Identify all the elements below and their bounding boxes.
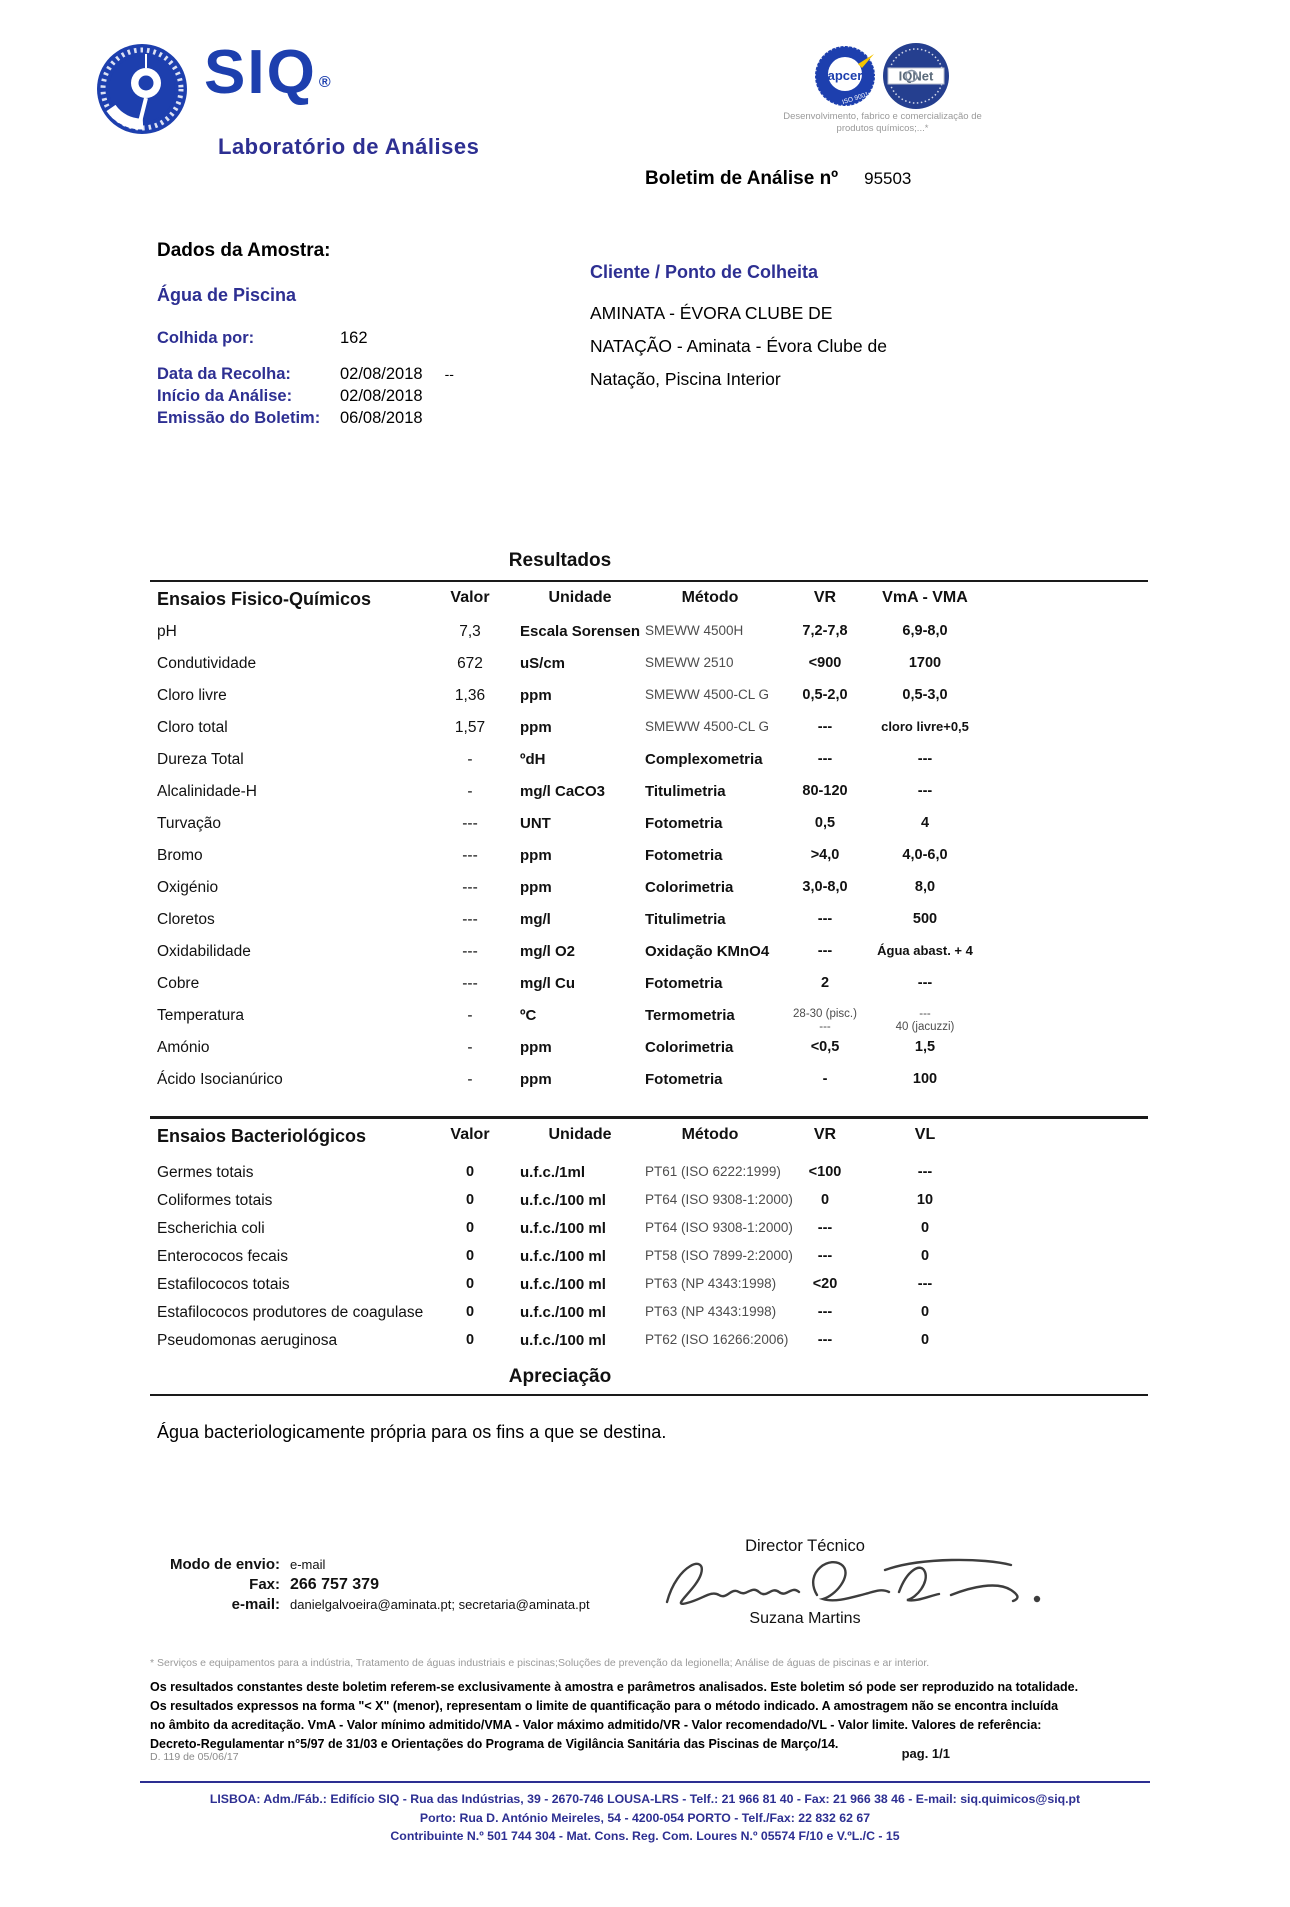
- parameter-value: 0: [465, 1164, 475, 1180]
- parameter-unit: ppm: [520, 879, 552, 896]
- parameter-value: ---: [462, 943, 478, 960]
- parameter-name: Enterococos fecais: [157, 1248, 288, 1265]
- parameter-unit: mg/l O2: [520, 943, 576, 960]
- parameter-method: Complexometria: [645, 751, 763, 768]
- parameter-name: Turvação: [157, 815, 222, 832]
- parameter-vr: 80-120: [802, 783, 848, 799]
- parameter-method: Oxidação KMnO4: [645, 943, 770, 960]
- bacteriological-table-header: [150, 1126, 980, 1147]
- parameter-unit: u.f.c./100 ml: [520, 1304, 606, 1321]
- parameter-limit: ---: [917, 1276, 933, 1292]
- table-row: [150, 943, 980, 975]
- certification-caption-line2: produtos químicos;...*: [836, 122, 929, 134]
- sample-field-label: Emissão do Boletim:: [157, 409, 321, 427]
- parameter-vr: ---: [817, 1332, 833, 1348]
- table-row: [150, 1248, 980, 1276]
- parameter-limit: 1700: [908, 655, 942, 671]
- lab-title: Laboratório de Análises: [218, 134, 480, 159]
- physchem-table-header: [150, 589, 980, 610]
- parameter-name: Cloretos: [157, 911, 215, 928]
- parameter-limit: 10: [916, 1192, 934, 1208]
- footer-address-line: Contribuinte N.º 501 744 304 - Mat. Cons. Reg. Com. Loures N.º 05574 F/10 e V.ºL./C - 15: [390, 1829, 900, 1843]
- parameter-method: Fotometria: [645, 1071, 723, 1088]
- certification-caption-line1: Desenvolvimento, fabrico e comercialização de: [783, 111, 982, 122]
- results-title: Resultados: [508, 550, 612, 571]
- table-row: [150, 1220, 980, 1248]
- parameter-name: Escherichia coli: [157, 1220, 265, 1237]
- parameter-limit: Água abast. + 4: [877, 943, 973, 958]
- sample-field-row: [157, 385, 577, 407]
- parameter-limit: cloro livre+0,5: [881, 719, 969, 734]
- parameter-unit: uS/cm: [520, 655, 566, 672]
- parameter-unit: Escala Sorensen: [520, 623, 641, 640]
- parameter-value: ---: [462, 879, 478, 896]
- stacked-line: 28-30 (pisc.): [793, 1008, 857, 1020]
- sample-field-label: Data da Recolha:: [157, 365, 291, 383]
- parameter-value: ---: [462, 911, 478, 928]
- parameter-value: 0: [465, 1220, 475, 1236]
- sample-field-extra: --: [444, 366, 454, 382]
- parameter-unit: u.f.c./100 ml: [520, 1276, 606, 1293]
- sample-field-row: [157, 407, 577, 429]
- sample-field-value: 06/08/2018: [340, 409, 423, 427]
- parameter-value: -: [467, 751, 473, 768]
- parameter-unit: mg/l Cu: [520, 975, 575, 992]
- parameter-unit: u.f.c./100 ml: [520, 1192, 606, 1209]
- parameter-unit: mg/l: [520, 911, 551, 928]
- page-number: pag. 1/1: [901, 1746, 950, 1761]
- parameter-limit: 0: [920, 1220, 930, 1236]
- parameter-unit: ppm: [520, 687, 552, 704]
- parameter-name: pH: [157, 623, 177, 640]
- parameter-limit: ---: [917, 1164, 933, 1180]
- parameter-unit: u.f.c./100 ml: [520, 1220, 606, 1237]
- dispatch-row: [150, 1595, 590, 1615]
- dispatch-value: e-mail: [290, 1557, 326, 1572]
- parameter-name: Oxigénio: [157, 879, 219, 896]
- parameter-name: Coliformes totais: [157, 1192, 273, 1209]
- services-footnote: * Serviços e equipamentos para a indústria, Tratamento de águas industriais e piscinas;Soluções de prevenção da legionella; Análise de águas de piscinas e ar interior.: [150, 1657, 930, 1669]
- table-row: [150, 687, 980, 719]
- parameter-name: Ácido Isocianúrico: [157, 1071, 283, 1088]
- sample-field-value: 02/08/2018: [340, 387, 423, 405]
- parameter-method: Titulimetria: [645, 783, 726, 800]
- column-header: Unidade: [548, 1126, 612, 1143]
- certification-logos: [812, 40, 952, 112]
- dispatch-row: [150, 1575, 590, 1595]
- parameter-limit: 0: [920, 1304, 930, 1320]
- disclaimer-line: Os resultados constantes deste boletim referem-se exclusivamente à amostra e parâmetros analisados. Este boletim só pode ser reproduzido na totalidade.: [150, 1680, 1079, 1694]
- parameter-value: -: [467, 1039, 473, 1056]
- dispatch-label: e-mail:: [231, 1596, 280, 1613]
- dispatch-label: Modo de envio:: [170, 1556, 280, 1573]
- client-section-title: Cliente / Ponto de Colheita: [590, 262, 819, 282]
- parameter-method: PT64 (ISO 9308-1:2000): [645, 1192, 793, 1207]
- parameter-value: 0: [465, 1276, 475, 1292]
- parameter-limit: 0,5-3,0: [902, 687, 948, 703]
- stacked-line: 40 (jacuzzi): [895, 1021, 955, 1033]
- parameter-value: 0: [465, 1332, 475, 1348]
- parameter-method: SMEWW 4500-CL G: [645, 687, 770, 702]
- parameter-limit: 6,9-8,0: [902, 623, 948, 639]
- sample-field-label: Início da Análise:: [157, 387, 293, 405]
- parameter-value: ---: [462, 847, 478, 864]
- table-row: [150, 1007, 980, 1039]
- dispatch-value: danielgalvoeira@aminata.pt; secretaria@aminata.pt: [290, 1597, 590, 1612]
- parameter-method: PT63 (NP 4343:1998): [645, 1276, 777, 1291]
- parameter-value: 0: [465, 1304, 475, 1320]
- parameter-vr: ---: [817, 719, 833, 735]
- parameter-limit: 500: [912, 911, 938, 927]
- parameter-vr: 3,0-8,0: [802, 879, 848, 895]
- dispatch-row: [150, 1555, 590, 1575]
- parameter-unit: ppm: [520, 847, 552, 864]
- parameter-unit: u.f.c./100 ml: [520, 1332, 606, 1349]
- bacteriological-table-rows: [150, 1164, 980, 1360]
- parameter-vr: <100: [808, 1164, 842, 1180]
- footer-address-line: LISBOA: Adm./Fáb.: Edifício SIQ - Rua das Indústrias, 39 - 2670-746 LOUSA-LRS - Telf.: 21 966 81 40 - Fax: 21 966 38 46 - E-mail: siq.quimicos@siq.pt: [209, 1792, 1081, 1806]
- disclaimer-line: Decreto-Regulamentar n°5/97 de 31/03 e Orientações do Programa de Vigilância Sanitária das Piscinas de Março/14.: [150, 1737, 839, 1751]
- parameter-method: SMEWW 4500H: [645, 623, 744, 638]
- parameter-value: 7,3: [459, 623, 481, 640]
- parameter-method: Fotometria: [645, 815, 723, 832]
- column-header: Valor: [450, 1126, 490, 1143]
- parameter-value: 1,57: [454, 719, 486, 736]
- table-row: [150, 1276, 980, 1304]
- parameter-value: 672: [457, 655, 483, 672]
- table-row: [150, 1071, 980, 1103]
- parameter-vr: -: [822, 1071, 828, 1087]
- parameter-vr: ---: [817, 1304, 833, 1320]
- parameter-limit: 4: [920, 815, 930, 831]
- svg-text:apcer: apcer: [827, 68, 863, 83]
- parameter-name: Estafilococos produtores de coagulase: [157, 1304, 424, 1321]
- stacked-line: ---: [819, 1021, 831, 1033]
- disclaimer-paragraph: [150, 1678, 1155, 1754]
- column-header: VmA - VMA: [882, 589, 968, 606]
- dispatch-label: Fax:: [249, 1576, 280, 1593]
- parameter-limit: 0: [920, 1332, 930, 1348]
- parameter-vr: 0,5: [814, 815, 836, 831]
- sample-section-title: Dados da Amostra:: [157, 240, 331, 261]
- parameter-name: Cloro livre: [157, 687, 227, 704]
- parameter-unit: ºC: [520, 1007, 537, 1024]
- dispatch-value: 266 757 379: [290, 1576, 379, 1593]
- column-header: Ensaios Fisico-Químicos: [157, 589, 372, 609]
- parameter-method: Fotometria: [645, 847, 723, 864]
- parameter-limit: 4,0-6,0: [902, 847, 948, 863]
- parameter-name: Condutividade: [157, 655, 257, 672]
- parameter-value: -: [467, 1007, 473, 1024]
- table-row: [150, 783, 980, 815]
- parameter-name: Alcalinidade-H: [157, 783, 257, 800]
- parameter-name: Germes totais: [157, 1164, 254, 1181]
- table-row: [150, 623, 980, 655]
- divider-bacteriological: [150, 1116, 1148, 1119]
- parameter-method: Termometria: [645, 1007, 735, 1024]
- parameter-name: Temperatura: [157, 1007, 245, 1024]
- table-row: [150, 751, 980, 783]
- parameter-value: ---: [462, 975, 478, 992]
- column-header: Unidade: [548, 589, 612, 606]
- parameter-method: PT63 (NP 4343:1998): [645, 1304, 777, 1319]
- svg-text:ISO 9001: ISO 9001: [841, 91, 870, 107]
- client-name-line: Natação, Piscina Interior: [590, 369, 781, 389]
- column-header: VR: [813, 589, 837, 606]
- parameter-limit: 8,0: [914, 879, 936, 895]
- sample-field-label: Colhida por:: [157, 329, 255, 347]
- signature-role: Director Técnico: [745, 1537, 865, 1555]
- table-row: [150, 879, 980, 911]
- parameter-value: -: [467, 783, 473, 800]
- table-row: [150, 1304, 980, 1332]
- parameter-vr: 7,2-7,8: [802, 623, 848, 639]
- parameter-method: PT62 (ISO 16266:2006): [645, 1332, 789, 1347]
- parameter-vr: [780, 1007, 870, 1034]
- parameter-unit: u.f.c./100 ml: [520, 1248, 606, 1265]
- sample-type: Água de Piscina: [157, 285, 297, 305]
- column-header: Ensaios Bacteriológicos: [157, 1126, 367, 1146]
- physchem-table-rows: [150, 623, 980, 1103]
- svg-text:IQNet: IQNet: [898, 68, 934, 84]
- parameter-name: Dureza Total: [157, 751, 244, 768]
- table-row: [150, 1039, 980, 1071]
- parameter-name: Estafilococos totais: [157, 1276, 290, 1293]
- parameter-method: PT58 (ISO 7899-2:2000): [645, 1248, 793, 1263]
- table-row: [150, 1332, 980, 1360]
- parameter-vr: ---: [817, 1220, 833, 1236]
- footer-address-lines: [145, 1790, 1145, 1846]
- client-name-lines: [590, 297, 1020, 396]
- parameter-method: Colorimetria: [645, 879, 734, 896]
- parameter-value: ---: [462, 815, 478, 832]
- column-header: Método: [681, 589, 739, 606]
- parameter-vr: ---: [817, 1248, 833, 1264]
- iqnet-logo-icon: [880, 40, 952, 112]
- parameter-limit: 1,5: [914, 1039, 936, 1055]
- bulletin-header: [645, 168, 911, 190]
- client-name-line: NATAÇÃO - Aminata - Évora Clube de: [590, 336, 887, 356]
- parameter-limit: 100: [912, 1071, 938, 1087]
- sample-field-value: 02/08/2018: [340, 365, 423, 383]
- parameter-name: Amónio: [157, 1039, 210, 1056]
- parameter-unit: UNT: [520, 815, 551, 832]
- parameter-value: 0: [465, 1248, 475, 1264]
- sample-field-value: 162: [340, 329, 368, 347]
- table-row: [150, 975, 980, 1007]
- parameter-value: -: [467, 1071, 473, 1088]
- column-header: Valor: [450, 589, 490, 606]
- parameter-unit: ºdH: [520, 751, 546, 768]
- parameter-value: 0: [465, 1192, 475, 1208]
- parameter-method: Fotometria: [645, 975, 723, 992]
- disclaimer-line: no âmbito da acreditação. VmA - Valor mínimo admitido/VMA - Valor máximo admitido/VR - Valor recomendado/VL - Valor limite. Valores de referência:: [150, 1718, 1042, 1732]
- siq-logo-text: SIQ: [204, 38, 317, 107]
- registered-mark: ®: [318, 73, 331, 91]
- parameter-name: Cloro total: [157, 719, 228, 736]
- parameter-vr: <0,5: [810, 1039, 840, 1055]
- parameter-name: Oxidabilidade: [157, 943, 251, 960]
- parameter-vr: ---: [817, 943, 833, 959]
- parameter-vr: >4,0: [810, 847, 840, 863]
- table-row: [150, 1164, 980, 1192]
- table-row: [150, 911, 980, 943]
- table-row: [150, 1192, 980, 1220]
- table-row: [150, 815, 980, 847]
- divider-footer: [140, 1781, 1150, 1783]
- divider-results: [150, 580, 1148, 582]
- parameter-method: SMEWW 2510: [645, 655, 734, 670]
- parameter-method: Colorimetria: [645, 1039, 734, 1056]
- document-reference: D. 119 de 05/06/17: [150, 1751, 239, 1763]
- table-row: [150, 655, 980, 687]
- parameter-unit: mg/l CaCO3: [520, 783, 606, 800]
- parameter-vr: <900: [808, 655, 842, 671]
- table-row: [150, 719, 980, 751]
- parameter-unit: ppm: [520, 1071, 552, 1088]
- parameter-value: 1,36: [454, 687, 486, 704]
- table-row: [150, 847, 980, 879]
- parameter-method: Titulimetria: [645, 911, 726, 928]
- apcer-logo-icon: [812, 40, 878, 110]
- sample-field-row: [157, 327, 577, 349]
- parameter-unit: u.f.c./1ml: [520, 1164, 586, 1181]
- appraisal-title: Apreciação: [508, 1366, 612, 1387]
- certification-caption: [775, 111, 990, 134]
- stacked-line: ---: [919, 1008, 931, 1020]
- parameter-method: PT61 (ISO 6222:1999): [645, 1164, 781, 1179]
- parameter-limit: 0: [920, 1248, 930, 1264]
- parameter-limit: ---: [917, 783, 933, 799]
- bulletin-number: 95503: [864, 169, 912, 188]
- parameter-vr: 0,5-2,0: [802, 687, 848, 703]
- parameter-vr: ---: [817, 751, 833, 767]
- siq-emblem-icon: [95, 42, 190, 137]
- column-header: VL: [914, 1126, 936, 1143]
- parameter-vr: ---: [817, 911, 833, 927]
- disclaimer-line: Os resultados expressos na forma "< X" (menor), representam o limite de quantificação para o método indicado. A amostragem não se encontra incluída: [150, 1699, 1059, 1713]
- parameter-vr: 0: [820, 1192, 830, 1208]
- parameter-vr: 2: [820, 975, 830, 991]
- divider-appraisal: [150, 1394, 1148, 1396]
- parameter-method: SMEWW 4500-CL G: [645, 719, 770, 734]
- parameter-method: PT64 (ISO 9308-1:2000): [645, 1220, 793, 1235]
- parameter-vr: <20: [812, 1276, 838, 1292]
- appraisal-text: Água bacteriologicamente própria para os fins a que se destina.: [157, 1422, 667, 1442]
- signature-name: Suzana Martins: [749, 1610, 861, 1627]
- sample-fields: [157, 327, 577, 429]
- parameter-unit: ppm: [520, 719, 552, 736]
- client-name-line: AMINATA - ÉVORA CLUBE DE: [590, 303, 833, 323]
- column-header: Método: [681, 1126, 739, 1143]
- parameter-limit: ---: [917, 751, 933, 767]
- sample-field-row: [157, 363, 577, 385]
- parameter-limit: ---: [917, 975, 933, 991]
- footer-address-line: Porto: Rua D. António Meireles, 54 - 4200-054 PORTO - Telf./Fax: 22 832 62 67: [419, 1810, 871, 1825]
- parameter-name: Cobre: [157, 975, 200, 992]
- dispatch-info: [150, 1555, 590, 1615]
- column-header: VR: [813, 1126, 837, 1143]
- parameter-unit: ppm: [520, 1039, 552, 1056]
- parameter-name: Bromo: [157, 847, 203, 864]
- parameter-limit: [870, 1007, 980, 1034]
- bulletin-label: Boletim de Análise nº: [645, 168, 839, 189]
- parameter-name: Pseudomonas aeruginosa: [157, 1332, 338, 1349]
- siq-logo: [95, 38, 331, 137]
